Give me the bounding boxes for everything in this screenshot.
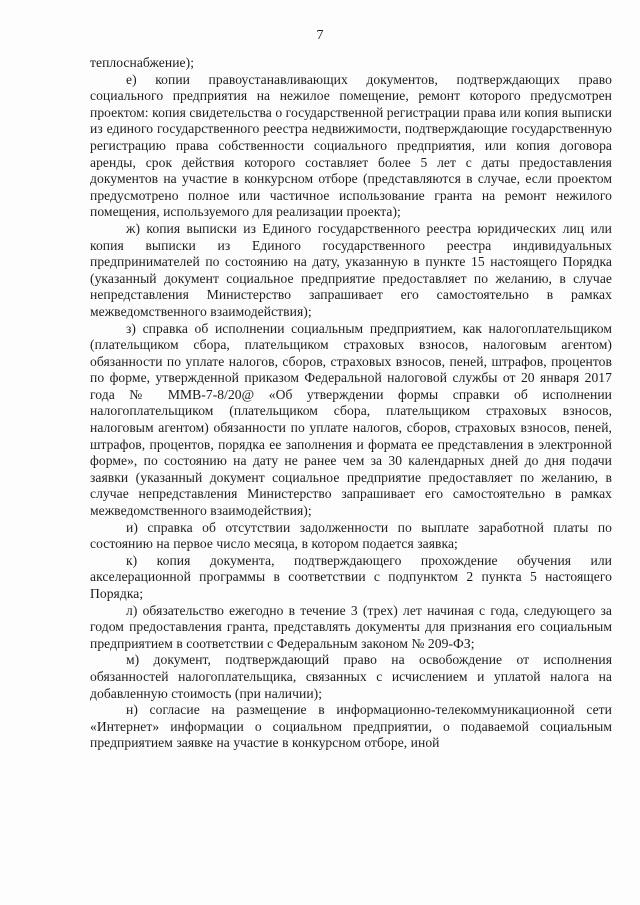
paragraph-item-n: н) согласие на размещение в информационно-телекоммуникационной сети «Интернет» информации о социальном предприятии, о подаваемой социальным предприятием заявке на участие в конкурсном отборе, иной [90,702,612,751]
paragraph-item-zh: ж) копия выписки из Единого государственного реестра юридических лиц или копия выписки из Единого государственного реестра индивидуальных предпринимателей по состоянию на дату, указанную в пункте 15 настоящего Порядка (указанный документ социальное предприятие предоставляет по желанию, в случае непредставления Министерство запрашивает его самостоятельно в рамках межведомственного взаимодействия); [90,220,612,319]
paragraph-item-l: л) обязательство ежегодно в течение 3 (трех) лет начиная с года, следующего за годом предоставления гранта, представлять документы для признания его социальным предприятием в соответствии с Федеральным законом № 209-ФЗ; [90,602,612,651]
document-body [90,55,612,752]
paragraph-item-k: к) копия документа, подтверждающего прохождение обучения или акселерационной программы в соответствии с подпунктом 2 пункта 5 настоящего Порядка; [90,552,612,601]
paragraph-item-z: з) справка об исполнении социальным предприятием, как налогоплательщиком (плательщиком сбора, плательщиком страховых взносов, налоговым агентом) обязанности по уплате налогов, сборов, страховых взносов, пеней, штрафов, процентов по форме, утвержденной приказом Федеральной налоговой службы от 20 января 2017 года № ММВ-7-8/20@ «Об утверждении формы справки об исполнении налогоплательщиком (плательщиком сбора, плательщиком страховых взносов, налоговым агентом) обязанности по уплате налогов, сборов, страховых взносов, пеней, штрафов, процентов, порядка ее заполнения и формата ее представления в электронной форме», по состоянию на дату не ранее чем за 30 календарных дней до дня подачи заявки (указанный документ социальное предприятие предоставляет по желанию, в случае непредставления Министерство запрашивает его самостоятельно в рамках межведомственного взаимодействия); [90,320,612,519]
paragraph-item-m: м) документ, подтверждающий право на освобождение от исполнения обязанностей налогоплательщика, связанных с исчислением и уплатой налога на добавленную стоимость (при наличии); [90,652,612,701]
paragraph-item-e: е) копии правоустанавливающих документов, подтверждающих право социального предприятия на нежилое помещение, ремонт которого предусмотрен проектом: копия свидетельства о государственной регистрации права или копия выписки из единого государственного реестра недвижимости, подтверждающие государственную регистрацию права собственности социального предприятия, или копия договора аренды, срок действия которого составляет более 5 лет с даты предоставления документов на участие в конкурсном отборе (представляются в случае, если проектом предусмотрено полное или частичное использование гранта на ремонт нежилого помещения, используемого для реализации проекта); [90,71,612,220]
paragraph-item-i: и) справка об отсутствии задолженности по выплате заработной платы по состоянию на первое число месяца, в котором подается заявка; [90,519,612,552]
page-number: 7 [316,28,324,43]
paragraph-continuation: теплоснабжение); [90,55,195,70]
